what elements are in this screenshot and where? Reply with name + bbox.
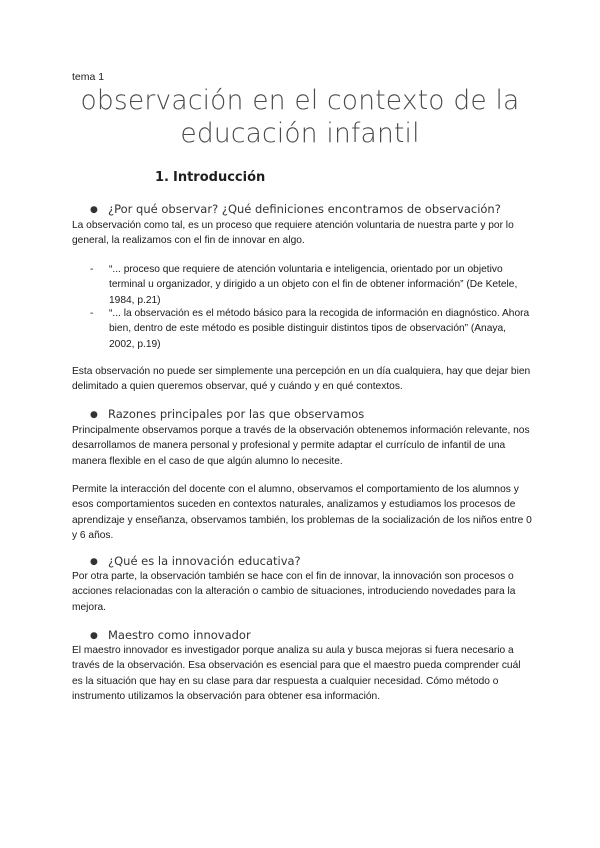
quote-text: “... la observación es el método básico para la recogida de información en diagnóstico. Ahora bien, dentro de este método es posible distinguir distintos tipos de observación” (Anaya, 2002, p.19) [109, 308, 530, 350]
bullet-heading [90, 202, 501, 216]
quote-item [90, 262, 530, 308]
section-title: Introducción [173, 170, 266, 185]
paragraph: El maestro innovador es investigador porque analiza su aula y busca mejoras si fuera necesario a través de la observación. Esa observación es esencial para que el maestro pueda comprender cuál es la situación que hay en su clase para dar respuesta a cualquier necesidad. Cómo método o instrumento utilizamos la observación para obtener esa información. [72, 645, 521, 703]
section-heading [155, 170, 265, 185]
paragraph: Permite la interacción del docente con el alumno, observamos el comportamiento de los alumnos y esos comportamientos suceden en contextos naturales, analizamos y estudiamos los procesos de aprendizaje y enseñanza, observamos también, los problemas de la socialización de los niños entre 0 y 6 años. [72, 484, 532, 542]
bullet-marker: ● [90, 410, 98, 420]
paragraph: Por otra parte, la observación también se hace con el fin de innovar, la innovación son procesos o acciones relacionadas con la alteración o cambio de situaciones, introduciendo novedades para la mejora. [72, 571, 516, 613]
paragraph: Esta observación no puede ser simplemente una percepción en un día cualquiera, hay que dejar bien delimitado a quien queremos observar, qué y cuándo y en qué contextos. [72, 366, 531, 393]
quote-text: “... proceso que requiere de atención voluntaria e inteligencia, orientado por un objetivo terminal u organizador, y dirigido a un objeto con el fin de obtener información” (De Ketele, 1984, p.21) [109, 264, 518, 306]
section-number: 1. [155, 170, 169, 185]
bullet-heading [90, 407, 364, 421]
bullet-marker: ● [90, 557, 98, 567]
quote-item [90, 306, 530, 352]
dash-marker: - [90, 264, 94, 275]
bullet-heading-text: ¿Por qué observar? ¿Qué definiciones encontramos de observación? [108, 202, 501, 216]
bullet-marker: ● [90, 631, 98, 641]
paragraph: Principalmente observamos porque a través de la observación obtenemos información relevante, nos desarrollamos de manera personal y profesional y permite adaptar el currículo de infantil de una manera flexible en el caso de que algún alumno lo necesite. [72, 425, 530, 467]
bullet-heading-text: Maestro como innovador [108, 628, 251, 642]
bullet-marker: ● [90, 205, 98, 215]
dash-marker: - [90, 308, 94, 319]
bullet-heading-text: ¿Qué es la innovación educativa? [108, 554, 301, 568]
page-title: observación en el contexto de la educación infantil [80, 85, 520, 149]
bullet-heading [90, 554, 301, 568]
document-tag: tema 1 [72, 71, 105, 83]
paragraph: La observación como tal, es un proceso que requiere atención voluntaria de nuestra parte y por lo general, la realizamos con el fin de innovar en algo. [72, 220, 514, 247]
bullet-heading-text: Razones principales por las que observamos [108, 407, 365, 421]
bullet-heading [90, 628, 251, 642]
